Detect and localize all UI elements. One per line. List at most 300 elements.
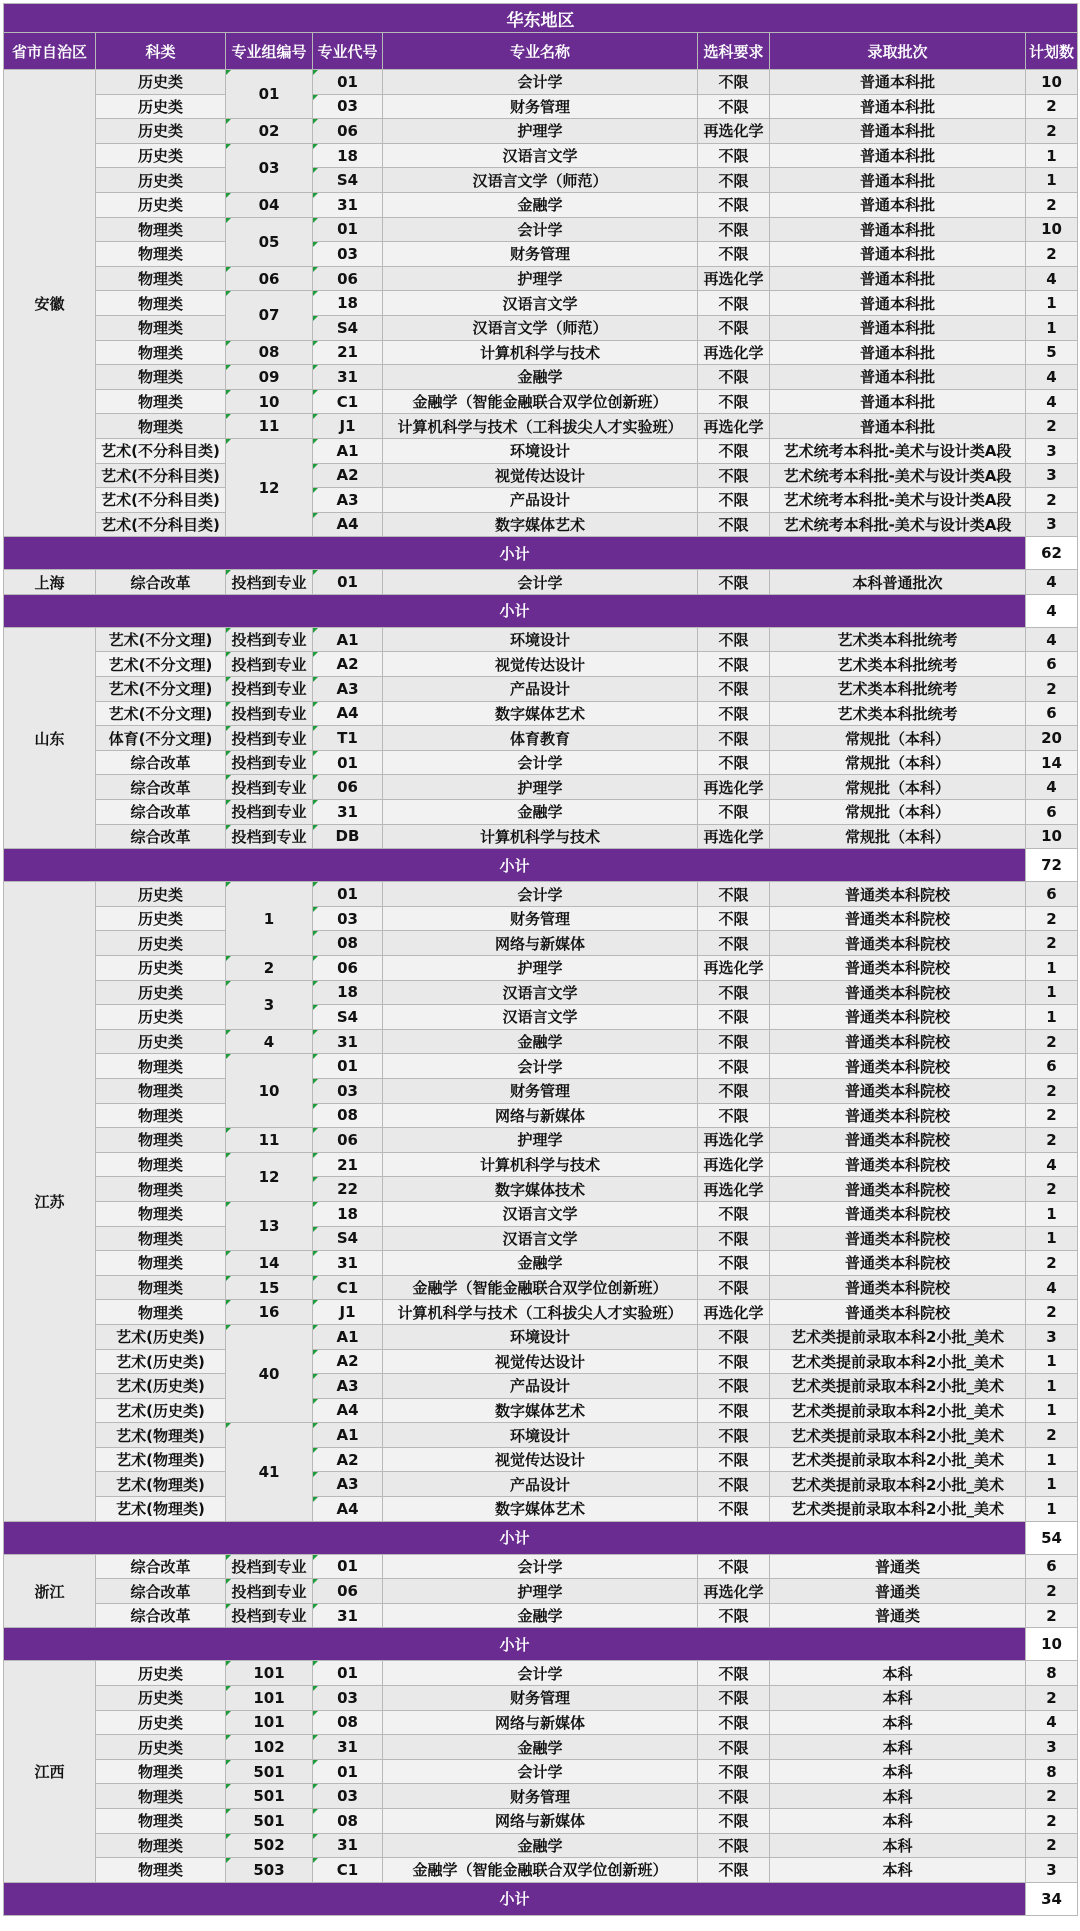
table-row	[4, 1472, 1078, 1497]
admission-batch-cell: 普通本科批	[770, 414, 1026, 439]
admission-batch-cell: 普通类	[770, 1603, 1026, 1628]
category-cell: 物理类	[96, 1858, 226, 1883]
subtotal-label: 小计	[4, 1628, 1026, 1661]
category-cell: 物理类	[96, 1809, 226, 1834]
major-code-cell: J1	[313, 1300, 383, 1325]
group-number-cell: 04	[226, 192, 313, 217]
subtotal-row	[4, 1521, 1078, 1554]
table-row	[4, 438, 1078, 463]
plan-count-cell: 2	[1026, 1251, 1078, 1276]
category-cell: 历史类	[96, 906, 226, 931]
plan-count-cell: 6	[1026, 800, 1078, 825]
major-code-cell: 01	[313, 1661, 383, 1686]
major-code-cell: A2	[313, 652, 383, 677]
plan-count-cell: 3	[1026, 1324, 1078, 1349]
major-name-cell: 会计学	[383, 70, 698, 95]
subtotal-row	[4, 537, 1078, 570]
subject-requirement-cell: 不限	[698, 906, 770, 931]
major-name-cell: 计算机科学与技术	[383, 824, 698, 849]
major-name-cell: 财务管理	[383, 906, 698, 931]
subject-requirement-cell: 不限	[698, 652, 770, 677]
category-cell: 物理类	[96, 340, 226, 365]
table-row	[4, 1423, 1078, 1448]
major-name-cell: 护理学	[383, 119, 698, 144]
col-header-requirement: 选科要求	[698, 33, 770, 70]
group-number-cell: 1	[226, 882, 313, 956]
table-row	[4, 1447, 1078, 1472]
plan-count-cell: 8	[1026, 1661, 1078, 1686]
major-name-cell: 财务管理	[383, 1078, 698, 1103]
group-number-cell: 501	[226, 1784, 313, 1809]
subject-requirement-cell: 不限	[698, 217, 770, 242]
group-number-cell: 投档到专业	[226, 1603, 313, 1628]
major-code-cell: A1	[313, 1423, 383, 1448]
admission-batch-cell: 普通类本科院校	[770, 1300, 1026, 1325]
subject-requirement-cell: 不限	[698, 800, 770, 825]
plan-count-cell: 2	[1026, 192, 1078, 217]
admission-batch-cell: 普通本科批	[770, 192, 1026, 217]
group-number-cell: 503	[226, 1858, 313, 1883]
plan-count-cell: 1	[1026, 1472, 1078, 1497]
enrollment-plan-table	[3, 3, 1078, 1916]
major-code-cell: 06	[313, 956, 383, 981]
category-cell: 物理类	[96, 217, 226, 242]
category-cell: 物理类	[96, 1054, 226, 1079]
admission-batch-cell: 艺术类提前录取本科2小批_美术	[770, 1423, 1026, 1448]
table-row	[4, 1054, 1078, 1079]
subtotal-value: 10	[1026, 1628, 1078, 1661]
table-row	[4, 775, 1078, 800]
group-number-cell: 501	[226, 1809, 313, 1834]
major-name-cell: 视觉传达设计	[383, 652, 698, 677]
major-name-cell: 汉语言文学	[383, 1005, 698, 1030]
admission-batch-cell: 常规批（本科）	[770, 726, 1026, 751]
admission-batch-cell: 普通本科批	[770, 315, 1026, 340]
subtotal-label: 小计	[4, 537, 1026, 570]
category-cell: 物理类	[96, 389, 226, 414]
subject-requirement-cell: 不限	[698, 291, 770, 316]
category-cell: 物理类	[96, 1103, 226, 1128]
major-code-cell: C1	[313, 1275, 383, 1300]
plan-count-cell: 3	[1026, 512, 1078, 537]
major-name-cell: 数字媒体艺术	[383, 1497, 698, 1522]
group-number-cell: 09	[226, 365, 313, 390]
category-cell: 物理类	[96, 1251, 226, 1276]
admission-batch-cell: 本科	[770, 1809, 1026, 1834]
table-row	[4, 242, 1078, 267]
plan-count-cell: 1	[1026, 1398, 1078, 1423]
plan-count-cell: 4	[1026, 266, 1078, 291]
group-number-cell: 11	[226, 1128, 313, 1153]
plan-count-cell: 3	[1026, 1858, 1078, 1883]
group-number-cell: 502	[226, 1833, 313, 1858]
category-cell: 物理类	[96, 365, 226, 390]
subject-requirement-cell: 不限	[698, 438, 770, 463]
admission-batch-cell: 艺术类提前录取本科2小批_美术	[770, 1472, 1026, 1497]
major-code-cell: S4	[313, 168, 383, 193]
table-row	[4, 1251, 1078, 1276]
admission-batch-cell: 普通本科批	[770, 143, 1026, 168]
plan-count-cell: 6	[1026, 701, 1078, 726]
category-cell: 物理类	[96, 291, 226, 316]
major-name-cell: 数字媒体艺术	[383, 1398, 698, 1423]
plan-count-cell: 2	[1026, 1177, 1078, 1202]
subject-requirement-cell: 不限	[698, 1759, 770, 1784]
category-cell: 历史类	[96, 1661, 226, 1686]
subtotal-label: 小计	[4, 1521, 1026, 1554]
table-row	[4, 931, 1078, 956]
plan-count-cell: 1	[1026, 1497, 1078, 1522]
group-number-cell: 15	[226, 1275, 313, 1300]
major-code-cell: 06	[313, 1128, 383, 1153]
group-number-cell: 4	[226, 1029, 313, 1054]
subject-requirement-cell: 不限	[698, 750, 770, 775]
major-name-cell: 金融学	[383, 1029, 698, 1054]
category-cell: 艺术(不分文理)	[96, 652, 226, 677]
table-row	[4, 512, 1078, 537]
group-number-cell: 13	[226, 1201, 313, 1250]
table-row	[4, 701, 1078, 726]
admission-batch-cell: 普通类本科院校	[770, 980, 1026, 1005]
subject-requirement-cell: 不限	[698, 1103, 770, 1128]
major-code-cell: 06	[313, 775, 383, 800]
major-name-cell: 会计学	[383, 217, 698, 242]
col-header-province: 省市自治区	[4, 33, 96, 70]
group-number-cell: 102	[226, 1735, 313, 1760]
plan-count-cell: 6	[1026, 652, 1078, 677]
major-name-cell: 数字媒体艺术	[383, 512, 698, 537]
admission-batch-cell: 普通本科批	[770, 389, 1026, 414]
major-code-cell: 01	[313, 1054, 383, 1079]
major-name-cell: 金融学（智能金融联合双学位创新班）	[383, 389, 698, 414]
subject-requirement-cell: 不限	[698, 1251, 770, 1276]
major-name-cell: 汉语言文学（师范）	[383, 315, 698, 340]
table-row	[4, 1005, 1078, 1030]
major-code-cell: C1	[313, 1858, 383, 1883]
table-row	[4, 1275, 1078, 1300]
plan-count-cell: 2	[1026, 1078, 1078, 1103]
subtotal-row	[4, 849, 1078, 882]
col-header-major: 专业名称	[383, 33, 698, 70]
major-name-cell: 视觉传达设计	[383, 1447, 698, 1472]
table-row	[4, 463, 1078, 488]
admission-batch-cell: 本科	[770, 1661, 1026, 1686]
group-number-cell: 投档到专业	[226, 726, 313, 751]
category-cell: 综合改革	[96, 750, 226, 775]
subtotal-label: 小计	[4, 594, 1026, 627]
subject-requirement-cell: 不限	[698, 1686, 770, 1711]
major-name-cell: 网络与新媒体	[383, 1103, 698, 1128]
category-cell: 艺术(历史类)	[96, 1349, 226, 1374]
category-cell: 物理类	[96, 1833, 226, 1858]
admission-batch-cell: 常规批（本科）	[770, 775, 1026, 800]
table-row	[4, 266, 1078, 291]
major-name-cell: 产品设计	[383, 488, 698, 513]
table-row	[4, 1152, 1078, 1177]
subject-requirement-cell: 不限	[698, 1324, 770, 1349]
group-number-cell: 投档到专业	[226, 677, 313, 702]
table-row	[4, 291, 1078, 316]
admission-batch-cell: 普通类本科院校	[770, 1078, 1026, 1103]
category-cell: 综合改革	[96, 800, 226, 825]
admission-batch-cell: 普通本科批	[770, 168, 1026, 193]
admission-batch-cell: 普通本科批	[770, 242, 1026, 267]
major-name-cell: 财务管理	[383, 1686, 698, 1711]
group-number-cell: 01	[226, 70, 313, 119]
subject-requirement-cell: 再选化学	[698, 824, 770, 849]
category-cell: 物理类	[96, 1201, 226, 1226]
major-name-cell: 金融学（智能金融联合双学位创新班）	[383, 1858, 698, 1883]
subject-requirement-cell: 不限	[698, 1603, 770, 1628]
table-row	[4, 750, 1078, 775]
subject-requirement-cell: 不限	[698, 1349, 770, 1374]
major-name-cell: 计算机科学与技术（工科拔尖人才实验班）	[383, 414, 698, 439]
major-name-cell: 环境设计	[383, 1324, 698, 1349]
major-code-cell: 03	[313, 242, 383, 267]
major-name-cell: 会计学	[383, 570, 698, 595]
table-row	[4, 627, 1078, 652]
table-row	[4, 1735, 1078, 1760]
col-header-code: 专业代号	[313, 33, 383, 70]
plan-count-cell: 2	[1026, 1833, 1078, 1858]
group-number-cell: 投档到专业	[226, 1579, 313, 1604]
group-number-cell: 02	[226, 119, 313, 144]
table-row	[4, 1497, 1078, 1522]
subject-requirement-cell: 不限	[698, 701, 770, 726]
subtotal-row	[4, 594, 1078, 627]
plan-count-cell: 2	[1026, 1579, 1078, 1604]
subtotal-value: 62	[1026, 537, 1078, 570]
major-code-cell: 01	[313, 70, 383, 95]
admission-batch-cell: 普通类本科院校	[770, 1054, 1026, 1079]
plan-count-cell: 8	[1026, 1759, 1078, 1784]
table-row	[4, 1579, 1078, 1604]
table-row	[4, 726, 1078, 751]
plan-count-cell: 10	[1026, 824, 1078, 849]
major-name-cell: 会计学	[383, 750, 698, 775]
category-cell: 综合改革	[96, 1579, 226, 1604]
category-cell: 综合改革	[96, 1603, 226, 1628]
header-row	[4, 33, 1078, 70]
table-row	[4, 652, 1078, 677]
table-row	[4, 1324, 1078, 1349]
table-row	[4, 1349, 1078, 1374]
major-name-cell: 金融学	[383, 1251, 698, 1276]
category-cell: 物理类	[96, 1226, 226, 1251]
table-row	[4, 315, 1078, 340]
category-cell: 艺术(不分科目类)	[96, 463, 226, 488]
major-code-cell: 18	[313, 291, 383, 316]
subject-requirement-cell: 不限	[698, 882, 770, 907]
admission-batch-cell: 普通本科批	[770, 217, 1026, 242]
major-code-cell: A4	[313, 1497, 383, 1522]
plan-count-cell: 2	[1026, 119, 1078, 144]
col-header-plan: 计划数	[1026, 33, 1078, 70]
plan-count-cell: 2	[1026, 1423, 1078, 1448]
subject-requirement-cell: 不限	[698, 980, 770, 1005]
col-header-category: 科类	[96, 33, 226, 70]
major-code-cell: DB	[313, 824, 383, 849]
major-name-cell: 会计学	[383, 882, 698, 907]
table-row	[4, 365, 1078, 390]
group-number-cell: 40	[226, 1324, 313, 1422]
subject-requirement-cell: 不限	[698, 512, 770, 537]
table-row	[4, 570, 1078, 595]
major-code-cell: 01	[313, 1759, 383, 1784]
table-row	[4, 217, 1078, 242]
admission-batch-cell: 艺术统考本科批-美术与设计类A段	[770, 488, 1026, 513]
major-code-cell: A3	[313, 677, 383, 702]
plan-count-cell: 1	[1026, 980, 1078, 1005]
group-number-cell: 05	[226, 217, 313, 266]
major-name-cell: 计算机科学与技术	[383, 1152, 698, 1177]
major-name-cell: 护理学	[383, 266, 698, 291]
plan-count-cell: 20	[1026, 726, 1078, 751]
major-code-cell: A2	[313, 1447, 383, 1472]
category-cell: 艺术(物理类)	[96, 1472, 226, 1497]
category-cell: 物理类	[96, 1300, 226, 1325]
subject-requirement-cell: 不限	[698, 1423, 770, 1448]
table-row	[4, 340, 1078, 365]
major-code-cell: 18	[313, 1201, 383, 1226]
plan-count-cell: 10	[1026, 70, 1078, 95]
plan-count-cell: 4	[1026, 365, 1078, 390]
subject-requirement-cell: 再选化学	[698, 1152, 770, 1177]
table-row	[4, 882, 1078, 907]
subject-requirement-cell: 不限	[698, 931, 770, 956]
major-name-cell: 体育教育	[383, 726, 698, 751]
category-cell: 历史类	[96, 168, 226, 193]
major-code-cell: A2	[313, 1349, 383, 1374]
category-cell: 物理类	[96, 1078, 226, 1103]
subject-requirement-cell: 不限	[698, 94, 770, 119]
admission-batch-cell: 艺术统考本科批-美术与设计类A段	[770, 438, 1026, 463]
category-cell: 历史类	[96, 94, 226, 119]
category-cell: 历史类	[96, 1686, 226, 1711]
admission-batch-cell: 普通类本科院校	[770, 1128, 1026, 1153]
subject-requirement-cell: 不限	[698, 1398, 770, 1423]
group-number-cell: 投档到专业	[226, 800, 313, 825]
table-row	[4, 488, 1078, 513]
group-number-cell: 投档到专业	[226, 627, 313, 652]
province-cell: 上海	[4, 570, 96, 595]
group-number-cell: 16	[226, 1300, 313, 1325]
major-code-cell: S4	[313, 1226, 383, 1251]
admission-batch-cell: 普通类	[770, 1579, 1026, 1604]
major-code-cell: A3	[313, 488, 383, 513]
admission-batch-cell: 本科	[770, 1759, 1026, 1784]
major-name-cell: 财务管理	[383, 242, 698, 267]
major-code-cell: J1	[313, 414, 383, 439]
table-row	[4, 1661, 1078, 1686]
major-code-cell: 31	[313, 1833, 383, 1858]
major-code-cell: 03	[313, 94, 383, 119]
subject-requirement-cell: 不限	[698, 1374, 770, 1399]
admission-batch-cell: 普通类本科院校	[770, 1005, 1026, 1030]
admission-batch-cell: 本科普通批次	[770, 570, 1026, 595]
admission-batch-cell: 普通类本科院校	[770, 1029, 1026, 1054]
subject-requirement-cell: 不限	[698, 1005, 770, 1030]
admission-batch-cell: 艺术类提前录取本科2小批_美术	[770, 1374, 1026, 1399]
table-row	[4, 1029, 1078, 1054]
table-row	[4, 1710, 1078, 1735]
subject-requirement-cell: 再选化学	[698, 1128, 770, 1153]
group-number-cell: 投档到专业	[226, 824, 313, 849]
table-row	[4, 119, 1078, 144]
table-row	[4, 70, 1078, 95]
subject-requirement-cell: 不限	[698, 1858, 770, 1883]
plan-count-cell: 2	[1026, 1603, 1078, 1628]
group-number-cell: 10	[226, 1054, 313, 1128]
major-name-cell: 计算机科学与技术	[383, 340, 698, 365]
major-name-cell: 计算机科学与技术（工科拔尖人才实验班）	[383, 1300, 698, 1325]
major-name-cell: 环境设计	[383, 627, 698, 652]
group-number-cell: 41	[226, 1423, 313, 1521]
plan-count-cell: 2	[1026, 242, 1078, 267]
subject-requirement-cell: 不限	[698, 1226, 770, 1251]
group-number-cell: 投档到专业	[226, 775, 313, 800]
major-code-cell: 31	[313, 1029, 383, 1054]
major-code-cell: 08	[313, 1809, 383, 1834]
category-cell: 综合改革	[96, 824, 226, 849]
table-row	[4, 1128, 1078, 1153]
category-cell: 物理类	[96, 1275, 226, 1300]
category-cell: 历史类	[96, 931, 226, 956]
category-cell: 物理类	[96, 1784, 226, 1809]
major-name-cell: 环境设计	[383, 1423, 698, 1448]
category-cell: 物理类	[96, 414, 226, 439]
province-cell: 安徽	[4, 70, 96, 537]
major-code-cell: A1	[313, 1324, 383, 1349]
major-code-cell: 21	[313, 1152, 383, 1177]
category-cell: 物理类	[96, 1128, 226, 1153]
major-name-cell: 金融学	[383, 365, 698, 390]
plan-count-cell: 2	[1026, 1686, 1078, 1711]
plan-count-cell: 1	[1026, 168, 1078, 193]
group-number-cell: 08	[226, 340, 313, 365]
subtotal-value: 54	[1026, 1521, 1078, 1554]
subtotal-value: 34	[1026, 1882, 1078, 1915]
table-row	[4, 980, 1078, 1005]
plan-count-cell: 1	[1026, 291, 1078, 316]
subject-requirement-cell: 再选化学	[698, 340, 770, 365]
major-code-cell: 31	[313, 365, 383, 390]
plan-count-cell: 3	[1026, 438, 1078, 463]
category-cell: 艺术(不分科目类)	[96, 512, 226, 537]
major-code-cell: 22	[313, 1177, 383, 1202]
group-number-cell: 11	[226, 414, 313, 439]
major-name-cell: 产品设计	[383, 1374, 698, 1399]
subject-requirement-cell: 不限	[698, 1833, 770, 1858]
plan-count-cell: 2	[1026, 1784, 1078, 1809]
table-row	[4, 1554, 1078, 1579]
plan-count-cell: 4	[1026, 1152, 1078, 1177]
plan-count-cell: 2	[1026, 1128, 1078, 1153]
major-name-cell: 会计学	[383, 1661, 698, 1686]
table-row	[4, 677, 1078, 702]
plan-count-cell: 6	[1026, 1554, 1078, 1579]
category-cell: 艺术(不分文理)	[96, 627, 226, 652]
plan-count-cell: 4	[1026, 389, 1078, 414]
plan-count-cell: 1	[1026, 1349, 1078, 1374]
table-row	[4, 94, 1078, 119]
admission-batch-cell: 常规批（本科）	[770, 750, 1026, 775]
group-number-cell: 10	[226, 389, 313, 414]
group-number-cell: 501	[226, 1759, 313, 1784]
major-code-cell: A2	[313, 463, 383, 488]
major-code-cell: 31	[313, 1603, 383, 1628]
major-name-cell: 金融学（智能金融联合双学位创新班）	[383, 1275, 698, 1300]
